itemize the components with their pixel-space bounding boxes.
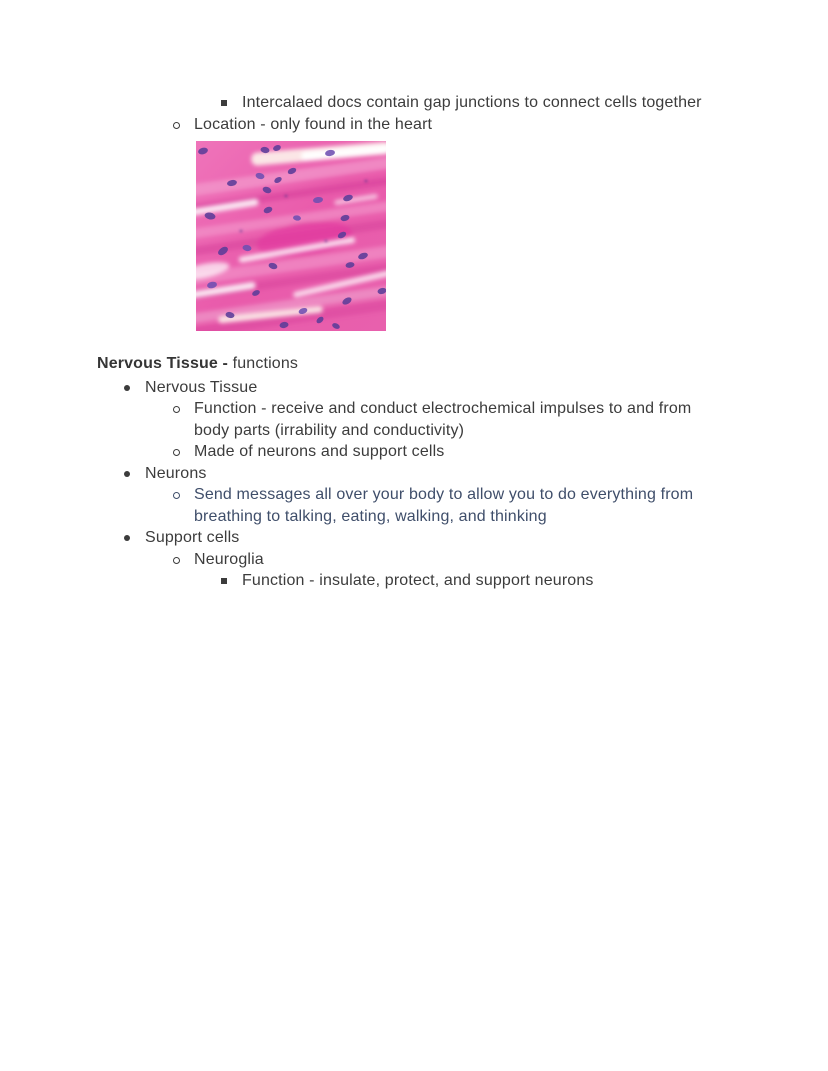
square-bullet-icon <box>220 92 242 114</box>
list-item <box>97 484 731 527</box>
histology-illustration <box>196 141 386 331</box>
list-item-text: Function - insulate, protect, and support neurons <box>242 572 594 589</box>
list-item <box>97 377 731 399</box>
disc-bullet-icon <box>123 463 145 485</box>
list-item <box>97 570 731 592</box>
list-item <box>97 114 731 136</box>
list-item <box>97 463 731 485</box>
list-item <box>97 527 731 549</box>
section-heading <box>97 353 731 375</box>
circle-bullet-icon <box>172 441 194 463</box>
disc-bullet-icon <box>123 527 145 549</box>
circle-bullet-icon <box>172 549 194 571</box>
section-heading-bold: Nervous Tissue - <box>97 355 229 372</box>
list-item-text: Send messages all over your body to allow you to do everything from breathing to talking, eating, walking, and thinking <box>194 486 694 525</box>
list-item-text: Made of neurons and support cells <box>194 443 445 460</box>
list-item-text: Nervous Tissue <box>145 378 258 396</box>
circle-bullet-icon <box>172 398 194 420</box>
section-heading-regular: functions <box>228 355 299 372</box>
list-item-text: Support cells <box>145 529 240 546</box>
list-item-text: Neurons <box>145 464 207 482</box>
square-bullet-icon <box>220 570 242 592</box>
list-item-text: Function - receive and conduct electrochemical impulses to and from body parts (irrability and conductivity) <box>194 400 692 439</box>
list-item-text: Location - only found in the heart <box>194 115 433 133</box>
list-item-text: Intercalaed docs contain gap junctions to connect cells together <box>242 94 702 111</box>
list-item <box>97 549 731 571</box>
list-item <box>97 441 731 463</box>
list-item <box>97 92 731 114</box>
cardiac-muscle-histology-image <box>196 141 386 331</box>
circle-bullet-icon <box>172 484 194 506</box>
list-item-text: Neuroglia <box>194 550 264 568</box>
circle-bullet-icon <box>172 114 194 136</box>
list-item <box>97 398 731 441</box>
disc-bullet-icon <box>123 377 145 399</box>
